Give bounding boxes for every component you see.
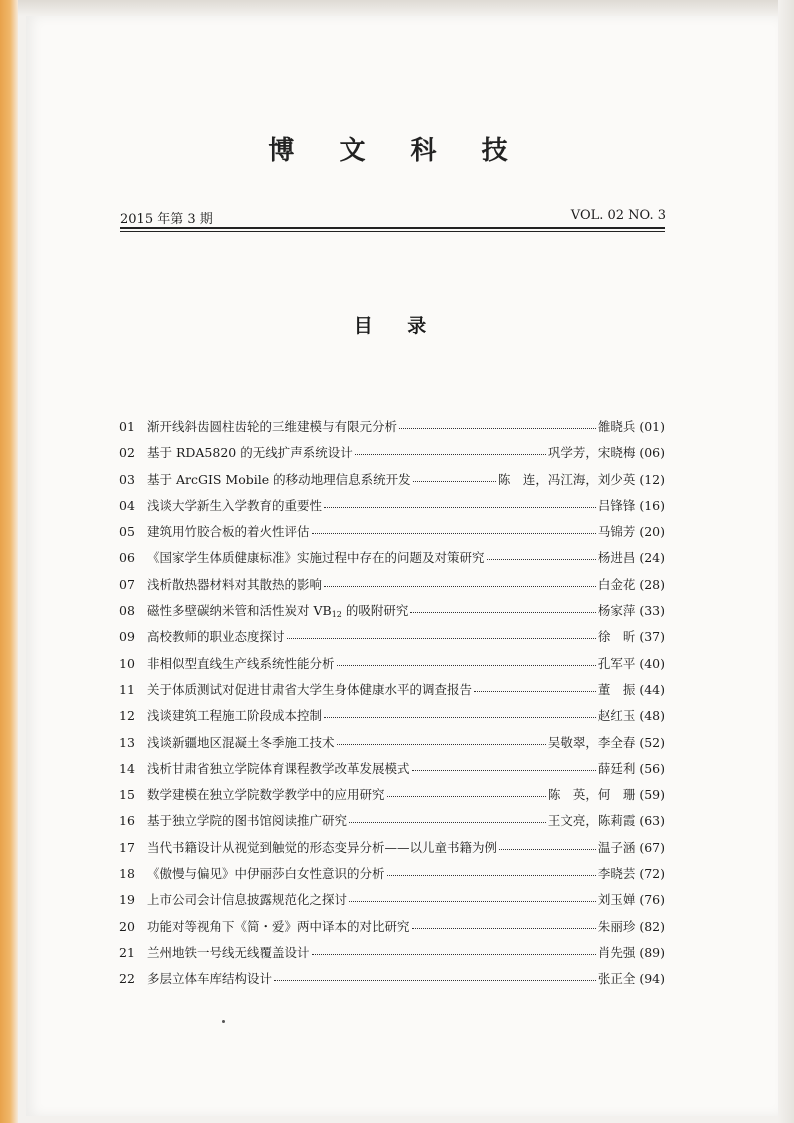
toc-entry [119,575,665,601]
toc-entry-title-subscript: 12 [331,610,342,620]
toc-entry-author: 雒晓兵 [597,419,636,434]
toc-entry-author: 巩学芳，宋晓梅 [547,445,636,461]
toc-entry-title-text: 兰州地铁一号线无线覆盖设计 [147,944,310,960]
toc-entry [119,470,665,496]
toc-entry-title-text: 基于 ArcGIS Mobile 的移动地理信息系统开发 [147,471,411,487]
toc-entry-page: (94) [639,971,665,987]
toc-entry-author: 董 振 [597,681,636,697]
dot-leader [337,665,596,666]
toc-entry-page: (67) [639,839,665,855]
toc-entry-title-text: 当代书籍设计从视觉到触觉的形态变异分析——以儿童书籍为例 [147,839,498,855]
toc-entry-title [147,706,322,724]
toc-entry-number: 15 [119,787,135,803]
toc-entry-number: 19 [119,892,135,908]
scan-speck [222,1020,225,1023]
toc-entry [119,496,665,522]
table-of-contents [119,417,665,996]
toc-entry-number: 01 [119,419,135,434]
toc-entry-title-text: 浅谈建筑工程施工阶段成本控制 [147,708,323,724]
issue-number-en: VOL. 02 NO. 3 [570,208,666,223]
toc-entry-title [147,759,410,777]
dot-leader [274,980,596,981]
toc-entry-number: 21 [119,944,135,960]
toc-entry-number: 20 [119,918,135,934]
page-binding-edge [0,0,18,1123]
toc-entry-title-text: 非相似型直线生产线系统性能分析 [147,655,335,671]
toc-entry-title-text: 建筑用竹胶合板的着火性评估 [147,524,310,540]
toc-entry-number: 03 [119,471,135,487]
toc-entry-page: (52) [639,734,665,750]
toc-entry-number: 06 [119,550,135,566]
toc-entry-author: 孔军平 [597,655,636,671]
toc-entry [119,601,665,627]
toc-entry-page: (01) [639,419,665,434]
toc-entry-author: 吕锋锋 [597,497,636,513]
dot-leader [355,454,546,455]
dot-leader [410,612,595,613]
toc-entry-author: 肖先强 [597,944,636,960]
toc-entry-title-text: 磁性多壁碳纳米管和活性炭对 VB [147,603,332,619]
dot-leader [324,717,596,718]
dot-leader [412,770,596,771]
toc-entry-title [147,943,310,961]
dot-leader [413,481,496,482]
toc-entry-number: 05 [119,524,135,540]
header-rule [120,227,665,232]
toc-entry [119,548,665,574]
toc-entry-page: (24) [639,550,665,566]
toc-entry-title [147,969,272,987]
toc-entry-title [147,733,335,751]
toc-entry-author: 张正全 [597,971,636,987]
toc-entry-title [147,917,410,935]
toc-entry-title-text: 渐开线斜齿圆柱齿轮的三维建模与有限元分析 [147,419,398,434]
dot-leader [474,691,596,692]
dot-leader [412,928,596,929]
toc-entry-title [147,680,472,698]
toc-entry-title-text: 浅析散热器材料对其散热的影响 [147,576,323,592]
dot-leader [387,875,596,876]
toc-entry-title [147,496,322,514]
toc-entry-page: (89) [639,944,665,960]
toc-entry-title [147,627,285,645]
toc-entry-author: 陈 英，何 珊 [547,787,636,803]
dot-leader [499,849,596,850]
toc-entry [119,811,665,837]
dot-leader [487,559,596,560]
toc-entry-number: 02 [119,445,135,461]
toc-entry-author: 陈 连，冯江海，刘少英 [497,471,636,487]
toc-entry-page: (44) [639,681,665,697]
toc-entry-number: 12 [119,708,135,724]
issue-number-cn: 2015 年第 3 期 [120,212,213,227]
toc-entry [119,733,665,759]
toc-entry-page: (33) [639,603,665,619]
toc-entry-page: (12) [639,471,665,487]
dot-leader [312,954,596,955]
toc-entry-title-text: 关于体质测试对促进甘肃省大学生身体健康水平的调查报告 [147,681,473,697]
toc-entry-title [147,654,335,672]
toc-entry [119,706,665,732]
toc-entry-title [147,522,310,540]
page-right-edge [778,0,794,1123]
toc-entry-page: (06) [639,445,665,461]
toc-entry-number: 07 [119,576,135,592]
dot-leader [349,901,596,902]
dot-leader [387,796,546,797]
toc-entry-author: 马锦芳 [597,524,636,540]
toc-entry-title [147,890,347,908]
toc-entry-page: (59) [639,787,665,803]
toc-entry [119,890,665,916]
toc-entry-author: 李晓芸 [597,866,636,882]
dot-leader [337,744,546,745]
dot-leader [324,507,596,508]
toc-entry-title [147,838,497,856]
toc-entry-author: 徐 昕 [597,629,636,645]
toc-entry-title [147,601,408,619]
dot-leader [287,638,596,639]
toc-entry-title-text: 浅析甘肃省独立学院体育课程教学改革发展模式 [147,760,410,776]
toc-entry-title [147,785,385,803]
toc-entry-title [147,864,385,882]
toc-entry-page: (63) [639,813,665,829]
toc-entry-title [147,470,411,488]
dot-leader [399,428,596,429]
toc-entry-number: 09 [119,629,135,645]
toc-entry-page: (16) [639,497,665,513]
toc-entry-title [147,548,485,566]
toc-entry-page: (56) [639,760,665,776]
toc-entry-author: 朱丽珍 [597,918,636,934]
toc-entry [119,417,665,443]
dot-leader [312,533,596,534]
toc-entry-title-text: 基于 RDA5820 的无线扩声系统设计 [147,445,353,461]
toc-entry-author: 刘玉婵 [597,892,636,908]
toc-entry-title [147,811,347,829]
toc-entry-author: 王文亮，陈莉霞 [547,813,636,829]
toc-entry-title-text: 数学建模在独立学院数学教学中的应用研究 [147,787,385,803]
toc-entry-title-text: 浅谈大学新生入学教育的重要性 [147,497,323,513]
toc-entry [119,943,665,969]
page-top-shadow [18,0,794,16]
toc-entry-author: 赵红玉 [597,708,636,724]
toc-entry-title-text: 上市公司会计信息披露规范化之探讨 [147,892,348,908]
toc-entry-number: 22 [119,971,135,987]
toc-entry-page: (76) [639,892,665,908]
toc-entry-title-text: 基于独立学院的图书馆阅读推广研究 [147,813,348,829]
toc-entry-author: 吴敬翠，李全春 [547,734,636,750]
toc-entry [119,680,665,706]
toc-entry-title-tail: 的吸附研究 [341,603,409,619]
toc-entry-author: 杨进昌 [597,550,636,566]
toc-entry-number: 08 [119,603,135,619]
toc-entry-author: 杨家萍 [597,603,636,619]
toc-entry-author: 薛廷利 [597,760,636,776]
toc-entry [119,759,665,785]
toc-entry [119,627,665,653]
toc-entry-number: 16 [119,813,135,829]
toc-entry-number: 17 [119,839,135,855]
toc-entry-number: 11 [119,681,135,697]
toc-heading: 目 录 [353,315,441,337]
toc-entry-title [147,575,322,593]
toc-entry-title-text: 《国家学生体质健康标准》实施过程中存在的问题及对策研究 [147,550,485,566]
toc-entry-number: 10 [119,655,135,671]
toc-entry-page: (82) [639,918,665,934]
toc-entry-title-text: 《傲慢与偏见》中伊丽莎白女性意识的分析 [147,866,385,882]
toc-entry-number: 13 [119,734,135,750]
toc-entry [119,917,665,943]
toc-entry-number: 18 [119,866,135,882]
toc-entry [119,969,665,995]
toc-entry [119,443,665,469]
toc-entry-page: (40) [639,655,665,671]
toc-entry-page: (28) [639,576,665,592]
journal-title: 博 文 科 技 [268,136,526,166]
dot-leader [349,822,546,823]
toc-entry-page: (72) [639,866,665,882]
toc-entry-author: 温子涵 [597,839,636,855]
toc-entry [119,785,665,811]
dot-leader [324,586,596,587]
toc-entry-page: (37) [639,629,665,645]
toc-entry [119,522,665,548]
toc-entry-title [147,443,353,461]
toc-entry-page: (48) [639,708,665,724]
toc-entry-title-text: 功能对等视角下《简・爱》两中译本的对比研究 [147,918,410,934]
toc-entry [119,864,665,890]
toc-entry [119,654,665,680]
toc-entry-title-text: 高校教师的职业态度探讨 [147,629,285,645]
toc-entry-title-text: 多层立体车库结构设计 [147,971,273,987]
toc-entry-title-text: 浅谈新疆地区混凝土冬季施工技术 [147,734,335,750]
toc-entry-page: (20) [639,524,665,540]
toc-entry-author: 白金花 [597,576,636,592]
toc-entry-title [147,417,397,435]
toc-entry-number: 04 [119,497,135,513]
toc-entry [119,838,665,864]
toc-entry-number: 14 [119,760,135,776]
